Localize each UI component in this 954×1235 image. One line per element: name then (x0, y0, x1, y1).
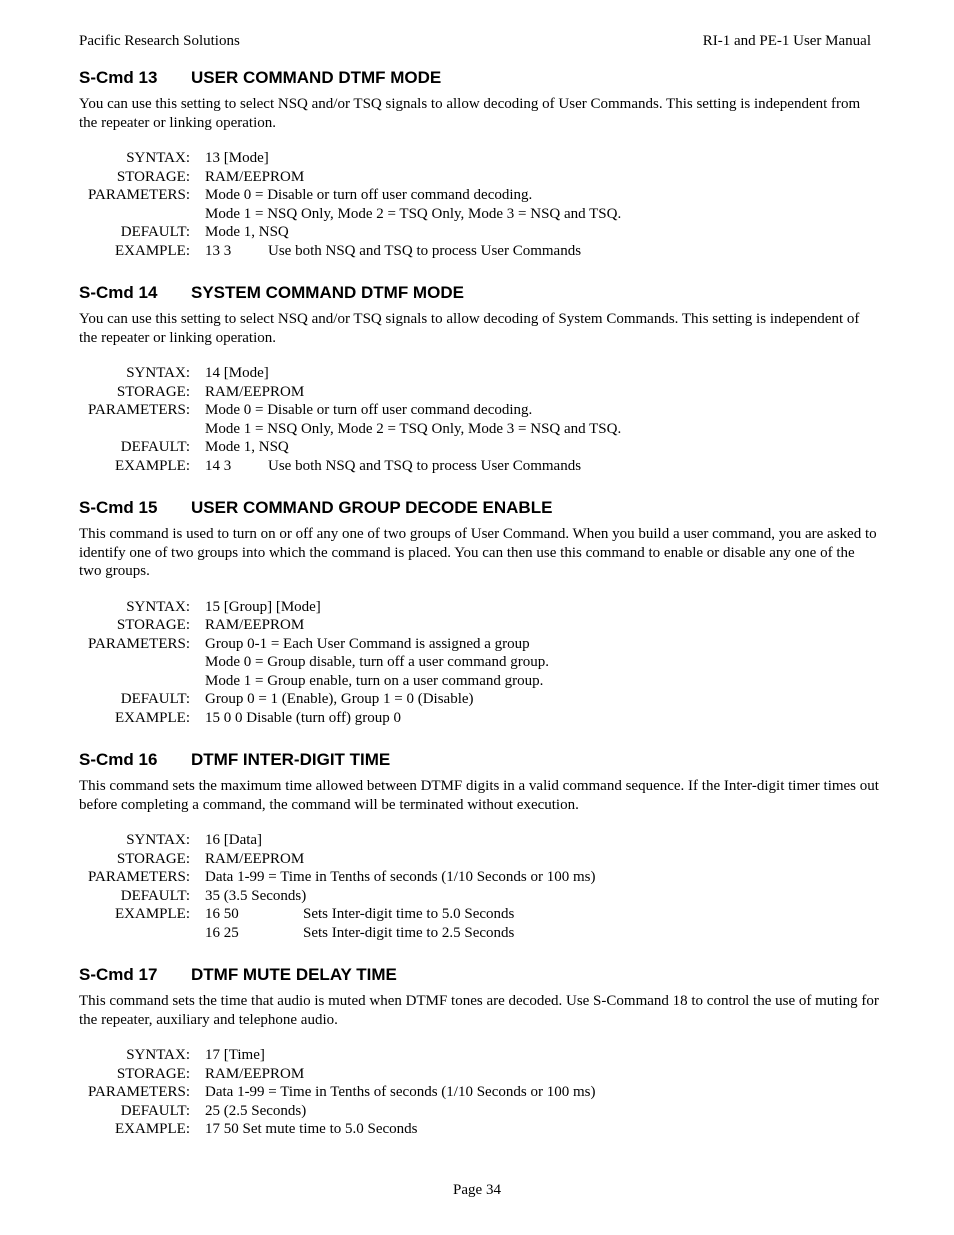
default-row (79, 223, 879, 242)
parameters-value: Mode 1 = NSQ Only, Mode 2 = TSQ Only, Mode 3 = NSQ and TSQ. (205, 420, 622, 437)
parameters-label: PARAMETERS: (88, 869, 190, 885)
parameters-row (79, 653, 879, 672)
section-scmd-13 (79, 67, 879, 260)
section-heading (79, 497, 879, 519)
example-row (79, 709, 879, 728)
syntax-row (79, 1046, 879, 1065)
example-label: EXAMPLE: (115, 457, 190, 474)
parameters-row (79, 205, 879, 224)
section-heading (79, 67, 879, 89)
default-row (79, 438, 879, 457)
storage-row (79, 1065, 879, 1084)
section-description: You can use this setting to select NSQ and/or TSQ signals to allow decoding of System Commands. This setting is independent of the repeater or linking operation. (79, 311, 860, 346)
parameters-label: PARAMETERS: (88, 402, 190, 418)
header-manual-title: RI-1 and PE-1 User Manual (702, 33, 871, 49)
storage-row (79, 383, 879, 402)
parameters-value: Mode 0 = Group disable, turn off a user command group. (205, 654, 549, 670)
default-row (79, 1102, 879, 1121)
section-title: DTMF MUTE DELAY TIME (191, 965, 397, 984)
page-header (79, 33, 871, 53)
section-title: USER COMMAND DTMF MODE (191, 68, 442, 87)
example-row (79, 457, 879, 476)
example-row (79, 924, 879, 943)
example-code: 16 25 (205, 924, 239, 941)
section-number: S-Cmd 16 (79, 750, 158, 769)
parameters-row (79, 1083, 879, 1102)
parameters-row (79, 868, 879, 887)
example-label: EXAMPLE: (115, 242, 190, 259)
syntax-row (79, 364, 879, 383)
parameters-value: Mode 0 = Disable or turn off user command decoding. (205, 187, 533, 203)
syntax-label: SYNTAX: (126, 365, 190, 381)
storage-label: STORAGE: (116, 168, 190, 185)
parameters-value: Data 1-99 = Time in Tenths of seconds (1/10 Seconds or 100 ms) (205, 869, 596, 885)
parameter-table (79, 364, 879, 475)
example-text: Sets Inter-digit time to 2.5 Seconds (303, 924, 515, 941)
default-label: DEFAULT: (120, 439, 190, 455)
section-number: S-Cmd 15 (79, 498, 158, 517)
default-row (79, 690, 879, 709)
example-label: EXAMPLE: (115, 906, 190, 922)
default-row (79, 887, 879, 906)
default-label: DEFAULT: (120, 224, 190, 240)
syntax-row (79, 831, 879, 850)
storage-label: STORAGE: (116, 850, 190, 867)
storage-value: RAM/EEPROM (205, 1065, 305, 1082)
section-title: USER COMMAND GROUP DECODE ENABLE (191, 498, 553, 517)
parameters-label: PARAMETERS: (88, 1084, 190, 1100)
default-label: DEFAULT: (120, 691, 190, 707)
example-value: 15 0 0 Disable (turn off) group 0 (205, 709, 401, 726)
section-description: You can use this setting to select NSQ and/or TSQ signals to allow decoding of User Commands. This setting is independent from the repeater or linking operation. (79, 96, 861, 131)
parameters-value: Mode 0 = Disable or turn off user command decoding. (205, 402, 533, 418)
parameters-row (79, 420, 879, 439)
example-code: 14 3 (205, 457, 232, 474)
syntax-value: 16 [Data] (205, 832, 263, 848)
parameter-table (79, 831, 879, 942)
default-value: Mode 1, NSQ (205, 439, 289, 455)
header-company: Pacific Research Solutions (79, 33, 240, 49)
storage-value: RAM/EEPROM (205, 617, 305, 633)
page-number: Page 34 (453, 1182, 501, 1198)
parameters-label: PARAMETERS: (88, 635, 190, 652)
section-number: S-Cmd 14 (79, 283, 158, 302)
syntax-value: 15 [Group] [Mode] (205, 598, 321, 615)
section-heading (79, 749, 879, 771)
syntax-value: 13 [Mode] (205, 150, 269, 166)
storage-label: STORAGE: (116, 383, 190, 400)
default-label: DEFAULT: (120, 887, 190, 904)
default-value: Mode 1, NSQ (205, 224, 289, 240)
section-scmd-16 (79, 749, 879, 942)
default-label: DEFAULT: (120, 1102, 190, 1119)
storage-row (79, 168, 879, 187)
parameters-value: Data 1-99 = Time in Tenths of seconds (1/10 Seconds or 100 ms) (205, 1084, 596, 1100)
storage-row (79, 850, 879, 869)
storage-value: RAM/EEPROM (205, 850, 305, 867)
syntax-label: SYNTAX: (126, 150, 190, 166)
parameters-row (79, 186, 879, 205)
example-code: 13 3 (205, 242, 232, 259)
parameters-value: Group 0-1 = Each User Command is assigned a group (205, 635, 530, 652)
storage-label: STORAGE: (116, 1065, 190, 1082)
storage-value: RAM/EEPROM (205, 383, 305, 400)
section-scmd-17 (79, 964, 879, 1139)
storage-row (79, 616, 879, 635)
parameters-row (79, 672, 879, 691)
default-value: 35 (3.5 Seconds) (205, 887, 307, 904)
syntax-row (79, 149, 879, 168)
parameter-table (79, 1046, 879, 1139)
default-value: Group 0 = 1 (Enable), Group 1 = 0 (Disable) (205, 691, 474, 707)
example-text: Sets Inter-digit time to 5.0 Seconds (303, 906, 515, 922)
section-heading (79, 964, 879, 986)
section-scmd-14 (79, 282, 879, 475)
syntax-label: SYNTAX: (126, 1047, 190, 1063)
storage-value: RAM/EEPROM (205, 168, 305, 185)
example-code: 16 50 (205, 906, 239, 922)
section-heading (79, 282, 879, 304)
example-value: 17 50 Set mute time to 5.0 Seconds (205, 1121, 418, 1137)
example-text: Use both NSQ and TSQ to process User Commands (268, 242, 582, 259)
example-text: Use both NSQ and TSQ to process User Commands (268, 457, 582, 474)
section-scmd-15 (79, 497, 879, 727)
syntax-value: 14 [Mode] (205, 365, 269, 381)
storage-label: STORAGE: (116, 617, 190, 633)
section-description: This command is used to turn on or off any one of two groups of User Command. When you build a user command, you are asked to identify one of two groups into which the command is placed. You can then use this command to enable or disable any one of the two groups. (79, 526, 877, 579)
section-title: DTMF INTER-DIGIT TIME (191, 750, 391, 769)
example-label: EXAMPLE: (115, 1121, 190, 1137)
parameters-value: Mode 1 = NSQ Only, Mode 2 = TSQ Only, Mode 3 = NSQ and TSQ. (205, 205, 622, 222)
section-number: S-Cmd 13 (79, 68, 158, 87)
parameter-table (79, 598, 879, 728)
parameters-row (79, 635, 879, 654)
default-value: 25 (2.5 Seconds) (205, 1102, 307, 1119)
parameters-label: PARAMETERS: (88, 187, 190, 203)
parameter-table (79, 149, 879, 260)
syntax-label: SYNTAX: (126, 832, 190, 848)
example-row (79, 1120, 879, 1139)
example-label: EXAMPLE: (115, 709, 190, 726)
syntax-label: SYNTAX: (126, 598, 190, 615)
example-row (79, 905, 879, 924)
section-description: This command sets the maximum time allowed between DTMF digits in a valid command sequence. If the Inter-digit timer times out before completing a command, the command will be terminated without execution. (79, 778, 879, 813)
syntax-value: 17 [Time] (205, 1047, 265, 1063)
parameters-value: Mode 1 = Group enable, turn on a user command group. (205, 672, 544, 689)
parameters-row (79, 401, 879, 420)
syntax-row (79, 598, 879, 617)
section-description: This command sets the time that audio is muted when DTMF tones are decoded. Use S-Command 18 to control the use of muting for the repeater, auxiliary and telephone audio. (79, 993, 879, 1028)
section-title: SYSTEM COMMAND DTMF MODE (191, 283, 464, 302)
section-number: S-Cmd 17 (79, 965, 158, 984)
example-row (79, 242, 879, 261)
